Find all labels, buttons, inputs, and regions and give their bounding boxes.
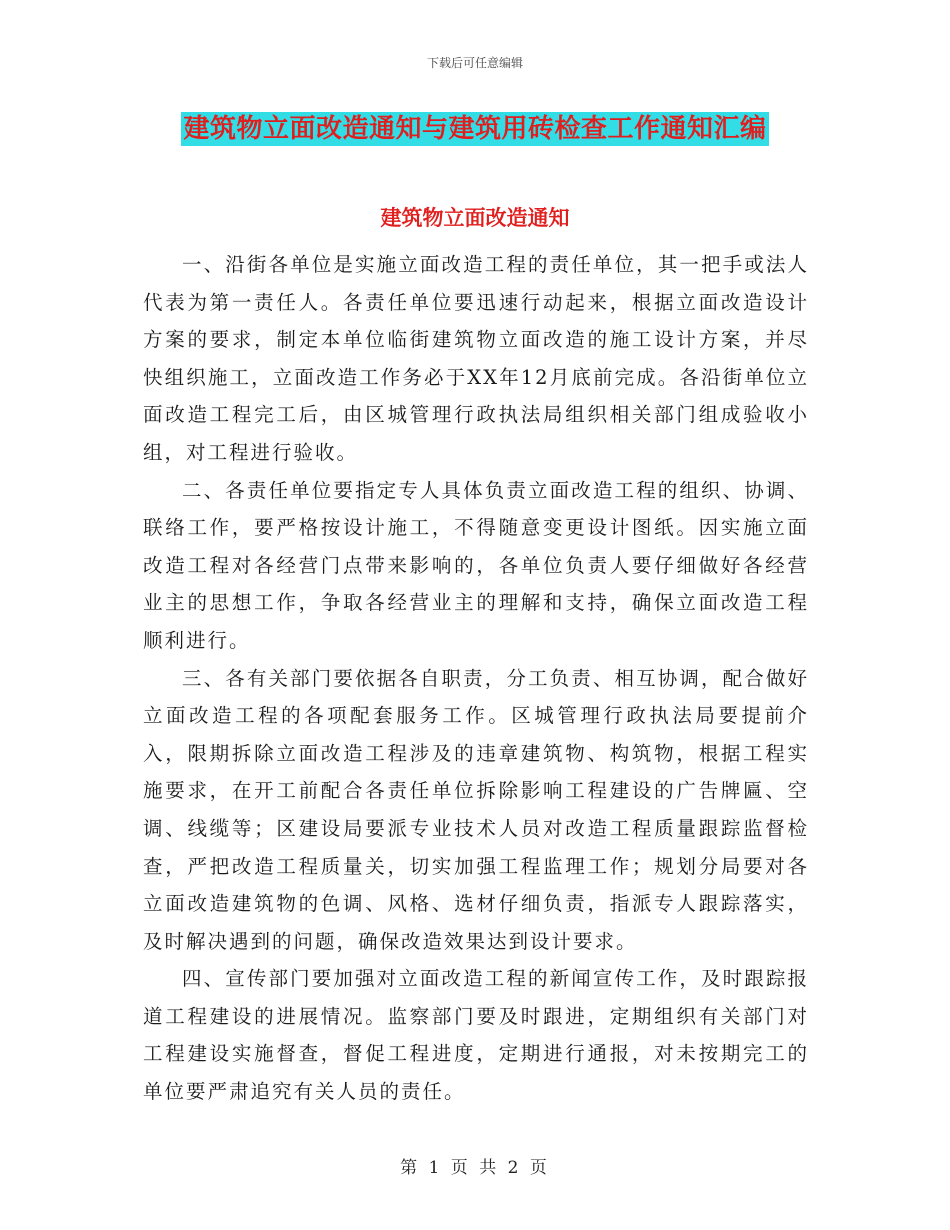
header-note: 下载后可任意编辑	[426, 56, 523, 70]
paragraph-1: 一、沿街各单位是实施立面改造工程的责任单位，其一把手或法人代表为第一责任人。各责任单位要迅速行动起来，根据立面改造设计方案的要求，制定本单位临街建筑物立面改造的施工设计方案，并尽快组织施工，立面改造工作务必于XX年12月底前完成。各沿街单位立面改造工程完工后，由区城管理行政执法局组织相关部门组成验收小组，对工程进行验收。	[143, 253, 809, 464]
document-body	[143, 246, 809, 1111]
section-title: 建筑物立面改造通知	[380, 205, 570, 230]
paragraph-4: 四、宣传部门要加强对立面改造工程的新闻宣传工作，及时跟踪报道工程建设的进展情况。监察部门要及时跟进，定期组织有关部门对工程建设实施督查，督促工程进度，定期进行通报，对未按期完工的单位要严肃追究有关人员的责任。	[143, 967, 809, 1104]
page-footer: 第 1 页 共 2 页	[400, 1158, 550, 1178]
main-title-container	[0, 112, 950, 146]
paragraph-3: 三、各有关部门要依据各自职责，分工负责、相互协调，配合做好立面改造工程的各项配套服务工作。区城管理行政执法局要提前介入，限期拆除立面改造工程涉及的违章建筑物、构筑物，根据工程实施要求，在开工前配合各责任单位拆除影响工程建设的广告牌匾、空调、线缆等；区建设局要派专业技术人员对改造工程质量跟踪监督检查，严把改造工程质量关，切实加强工程监理工作；规划分局要对各立面改造建筑物的色调、风格、选材仔细负责，指派专人跟踪落实，及时解决遇到的问题，确保改造效果达到设计要求。	[143, 666, 809, 953]
paragraph-2: 二、各责任单位要指定专人具体负责立面改造工程的组织、协调、联络工作，要严格按设计施工，不得随意变更设计图纸。因实施立面改造工程对各经营门点带来影响的，各单位负责人要仔细做好各经营业主的思想工作，争取各经营业主的理解和支持，确保立面改造工程顺利进行。	[143, 478, 809, 652]
document-title: 建筑物立面改造通知与建筑用砖检查工作通知汇编	[183, 114, 767, 144]
